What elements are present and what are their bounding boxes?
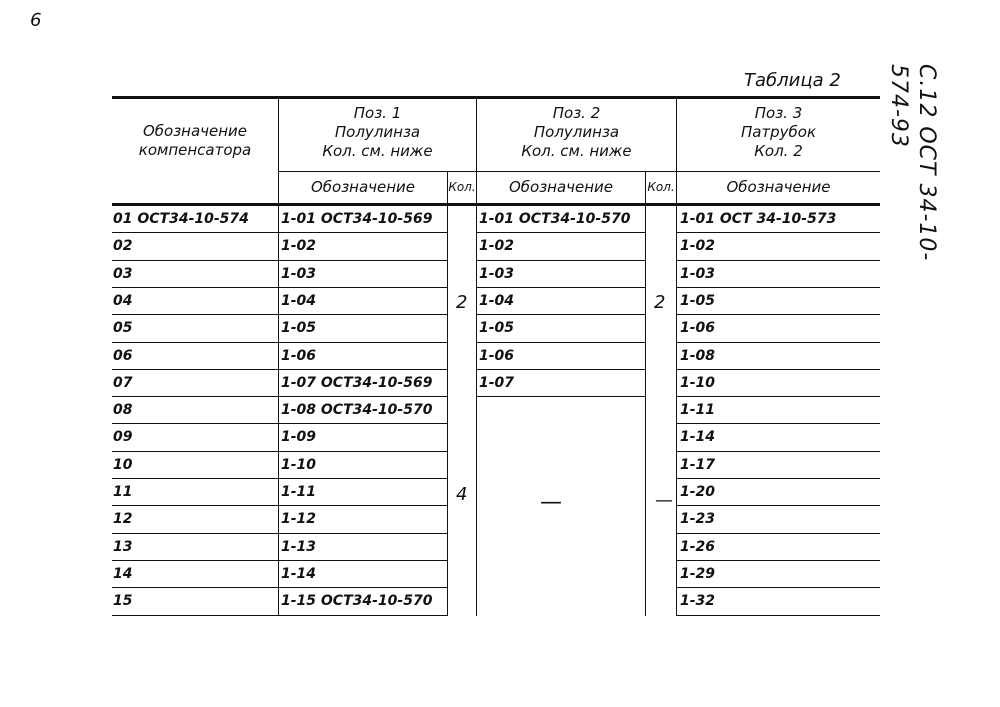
row-rule — [112, 396, 278, 397]
cell-c1: 02 — [113, 238, 133, 255]
row-rule — [112, 314, 278, 315]
row-rule — [112, 451, 278, 452]
row-rule — [112, 478, 278, 479]
row-rule — [278, 396, 447, 397]
pos2-none-dash: — — [540, 490, 562, 515]
header-pos1 — [279, 104, 476, 161]
cell-c1: 05 — [113, 320, 133, 337]
header-pos3-line: Патрубок — [740, 123, 817, 141]
row-rule — [676, 287, 880, 288]
cell-p1: 1-13 — [281, 538, 317, 555]
cell-p1: 1-15 ОСТ34-10-570 — [281, 593, 433, 610]
cell-p3: 1-01 ОСТ 34-10-573 — [680, 211, 837, 227]
row-rule — [278, 587, 447, 588]
col-divider-5 — [676, 96, 677, 616]
row-rule — [676, 478, 880, 479]
row-rule — [112, 342, 278, 343]
cell-p3: 1-05 — [680, 292, 716, 309]
row-rule — [278, 478, 447, 479]
cell-p1: 1-12 — [281, 511, 317, 528]
qty-pos2-group2: — — [655, 490, 673, 511]
table-top-border — [112, 96, 880, 99]
cell-c1: 03 — [113, 265, 133, 282]
row-rule — [476, 232, 645, 233]
header-pos3 — [677, 104, 880, 161]
document-designation: С.12 ОСТ 34-10-574-93 — [886, 64, 939, 262]
row-rule — [112, 587, 278, 588]
row-rule — [676, 615, 880, 616]
cell-c1: 07 — [113, 374, 133, 391]
subheader-pos1-designation: Обозначение — [310, 178, 416, 196]
row-rule — [278, 342, 447, 343]
subheader-pos3-designation: Обозначение — [726, 178, 831, 196]
cell-p3: 1-14 — [680, 429, 716, 446]
header-pos2-line: Кол. см. ниже — [521, 142, 632, 160]
header-pos2 — [477, 104, 676, 161]
row-rule — [676, 587, 880, 588]
header-pos1-line: Полулинза — [334, 123, 421, 141]
row-rule — [476, 342, 645, 343]
cell-p2: 1-02 — [479, 238, 515, 255]
row-rule — [278, 314, 447, 315]
row-rule — [112, 369, 278, 370]
subheader-pos2-designation: Обозначение — [508, 178, 614, 196]
cell-p3: 1-26 — [680, 538, 716, 555]
header-pos1-line: Кол. см. ниже — [322, 142, 433, 160]
header-pos2-line: Полулинза — [533, 123, 620, 141]
qty-pos2-group1: 2 — [654, 292, 666, 313]
row-rule — [278, 560, 447, 561]
header-pos2-line: Поз. 2 — [552, 104, 601, 122]
header-pos3-line: Поз. 3 — [754, 104, 803, 122]
cell-c1: 06 — [113, 347, 133, 364]
row-rule — [676, 232, 880, 233]
row-rule — [676, 423, 880, 424]
cell-c1: 11 — [113, 484, 133, 500]
col-divider-3 — [476, 96, 477, 616]
cell-p1: 1-04 — [281, 292, 317, 309]
header-bottom-border — [112, 203, 880, 206]
cell-c1: 09 — [113, 429, 133, 446]
cell-p1: 1-08 ОСТ34-10-570 — [281, 402, 433, 419]
col-divider-1 — [278, 96, 279, 616]
row-rule — [476, 369, 645, 370]
cell-p1: 1-07 ОСТ34-10-569 — [281, 374, 433, 391]
cell-c1: 15 — [113, 593, 133, 610]
cell-c1: 10 — [113, 456, 133, 473]
col-divider-4 — [645, 171, 646, 616]
row-rule — [676, 533, 880, 534]
col-divider-2 — [447, 171, 448, 616]
row-rule — [112, 560, 278, 561]
cell-p2: 1-06 — [479, 347, 515, 364]
cell-p1: 1-05 — [281, 320, 317, 337]
row-rule — [112, 615, 278, 616]
row-rule — [676, 505, 880, 506]
cell-p3: 1-06 — [680, 320, 716, 337]
cell-c1: 12 — [113, 511, 133, 528]
subheader-pos2-qty: Кол. — [647, 180, 675, 194]
cell-p3: 1-11 — [680, 402, 716, 419]
cell-p1: 1-14 — [281, 565, 317, 582]
row-rule — [278, 369, 447, 370]
subheader-pos1-qty: Кол. — [448, 180, 476, 194]
header-pos3-line: Кол. 2 — [754, 142, 803, 160]
row-rule — [476, 287, 645, 288]
row-rule — [112, 505, 278, 506]
cell-c1: 04 — [113, 292, 133, 309]
cell-p2: 1-05 — [479, 320, 515, 337]
row-rule — [278, 505, 447, 506]
cell-p3: 1-10 — [680, 374, 716, 391]
qty-pos1-group2: 4 — [456, 484, 468, 505]
cell-p3: 1-23 — [680, 511, 716, 528]
table-caption: Таблица 2 — [744, 70, 841, 91]
header-pos1-line: Поз. 1 — [353, 104, 402, 122]
cell-c1: 08 — [113, 402, 133, 419]
row-rule — [676, 451, 880, 452]
cell-p3: 1-08 — [680, 347, 716, 364]
cell-c1: 13 — [113, 538, 133, 555]
cell-p1: 1-01 ОСТ34-10-569 — [281, 211, 433, 227]
cell-p3: 1-20 — [680, 484, 716, 500]
cell-p2: 1-03 — [479, 265, 515, 282]
header-designation: Обозначение компенсатора — [138, 122, 252, 159]
row-rule — [278, 423, 447, 424]
row-rule — [476, 396, 645, 397]
cell-p1: 1-09 — [281, 429, 317, 446]
header-divider — [278, 171, 880, 172]
row-rule — [278, 451, 447, 452]
cell-p3: 1-29 — [680, 565, 716, 582]
row-rule — [676, 560, 880, 561]
row-rule — [676, 260, 880, 261]
row-rule — [676, 369, 880, 370]
cell-p2: 1-07 — [479, 374, 515, 391]
row-rule — [278, 260, 447, 261]
row-rule — [676, 396, 880, 397]
row-rule — [476, 314, 645, 315]
row-rule — [112, 533, 278, 534]
cell-p1: 1-06 — [281, 347, 317, 364]
cell-p1: 1-03 — [281, 265, 317, 282]
row-rule — [278, 287, 447, 288]
qty-pos1-group1: 2 — [456, 292, 468, 313]
row-rule — [278, 533, 447, 534]
cell-p3: 1-02 — [680, 238, 716, 255]
row-rule — [676, 314, 880, 315]
cell-p1: 1-10 — [281, 456, 317, 473]
cell-p3: 1-17 — [680, 456, 716, 473]
cell-p2: 1-01 ОСТ34-10-570 — [479, 211, 631, 227]
row-rule — [278, 615, 447, 616]
cell-p3: 1-32 — [680, 593, 716, 610]
row-rule — [476, 260, 645, 261]
cell-c1: 01 ОСТ34-10-574 — [113, 211, 249, 227]
cell-p1: 1-02 — [281, 238, 317, 255]
row-rule — [112, 260, 278, 261]
row-rule — [112, 232, 278, 233]
cell-c1: 14 — [113, 565, 133, 582]
cell-p3: 1-03 — [680, 265, 716, 282]
row-rule — [112, 423, 278, 424]
page-number-corner: 9 — [30, 8, 42, 29]
row-rule — [278, 232, 447, 233]
row-rule — [676, 342, 880, 343]
cell-p2: 1-04 — [479, 292, 515, 309]
cell-p1: 1-11 — [281, 484, 317, 500]
row-rule — [112, 287, 278, 288]
